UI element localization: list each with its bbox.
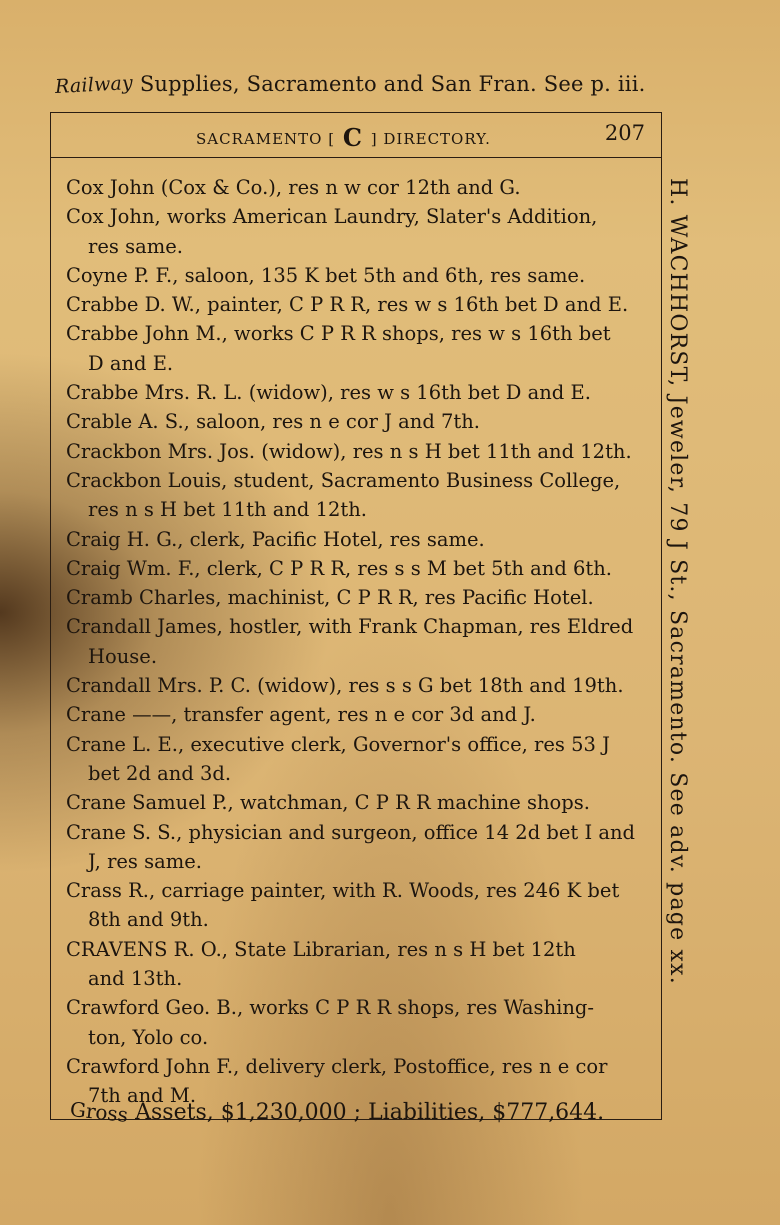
header-directory: ] DIRECTORY. [370, 130, 491, 148]
directory-entry [66, 525, 651, 554]
directory-entry [66, 935, 651, 994]
directory-entry [66, 612, 651, 671]
entry-continuation: ton, Yolo co. [88, 1025, 209, 1049]
side-advertisement [665, 178, 705, 1058]
bottom-ad-lead: Gross [68, 1097, 130, 1127]
directory-entry [66, 466, 651, 525]
entry-line: Crane Samuel P., watchman, C P R R machine shops. [66, 791, 590, 815]
entry-line: Coyne P. F., saloon, 135 K bet 5th and 6th, res same. [66, 263, 586, 287]
directory-entry [66, 173, 651, 202]
directory-entries [66, 173, 651, 1111]
directory-entry [66, 583, 651, 612]
entry-line: Craig H. G., clerk, Pacific Hotel, res same. [66, 527, 485, 551]
bottom-ad-text: Assets, $1,230,000 ; Liabilities, $777,644. [135, 1100, 605, 1125]
running-header [51, 113, 661, 158]
entry-line: Crable A. S., saloon, res n e cor J and 7th. [66, 410, 480, 434]
top-ad-text: Supplies, Sacramento and San Fran. See p. iii. [139, 72, 646, 96]
entry-line: CRAVENS R. O., State Librarian, res n s H bet 12th [66, 937, 576, 961]
directory-entry [66, 554, 651, 583]
directory-entry [66, 202, 651, 261]
entry-continuation: res n s H bet 11th and 12th. [88, 498, 367, 522]
directory-entry [66, 818, 651, 877]
entry-line: Cramb Charles, machinist, C P R R, res Pacific Hotel. [66, 586, 594, 610]
bottom-advertisement [68, 1097, 630, 1127]
entry-line: Crane ——, transfer agent, res n e cor 3d and J. [66, 703, 536, 727]
entry-line: Crabbe Mrs. R. L. (widow), res w s 16th bet D and E. [66, 381, 591, 405]
entry-line: Crane L. E., executive clerk, Governor's office, res 53 J [66, 732, 610, 756]
directory-entry [66, 993, 651, 1052]
side-ad-text: H. WACHHORST, Jeweler, 79 J St., Sacramento. See adv. page xx. [665, 178, 690, 985]
entry-line: Crandall James, hostler, with Frank Chapman, res Eldred [66, 615, 634, 639]
directory-entry [66, 730, 651, 789]
header-letter: C [342, 123, 363, 152]
directory-entry [66, 261, 651, 290]
entry-continuation: House. [88, 644, 158, 668]
entry-line: Craig Wm. F., clerk, C P R R, res s s M bet 5th and 6th. [66, 556, 612, 580]
top-advertisement [54, 71, 675, 99]
entry-line: Crabbe John M., works C P R R shops, res w s 16th bet [66, 322, 611, 346]
entry-line: Crandall Mrs. P. C. (widow), res s s G bet 18th and 19th. [66, 674, 624, 698]
entry-line: Cox John (Cox & Co.), res n w cor 12th and G. [66, 176, 521, 199]
directory-entry [66, 378, 651, 407]
entry-line: Crawford Geo. B., works C P R R shops, res Washing- [66, 996, 594, 1020]
directory-entry [66, 700, 651, 729]
entry-line: Cox John, works American Laundry, Slater's Addition, [66, 205, 598, 229]
entry-line: Crass R., carriage painter, with R. Woods, res 246 K bet [66, 879, 620, 903]
entry-continuation: D and E. [88, 351, 174, 375]
entry-line: Crawford John F., delivery clerk, Postoffice, res n e cor [66, 1054, 608, 1078]
entry-continuation: J, res same. [88, 849, 203, 873]
top-ad-lead: Railway [54, 71, 134, 99]
directory-entry [66, 876, 651, 935]
entry-continuation: res same. [88, 234, 183, 258]
directory-entry [66, 788, 651, 817]
directory-entry [66, 437, 651, 466]
directory-entry [66, 319, 651, 378]
header-title [196, 123, 491, 152]
entry-continuation: 8th and 9th. [88, 908, 209, 932]
entry-continuation: and 13th. [88, 967, 183, 991]
entry-line: Crackbon Louis, student, Sacramento Business College, [66, 468, 621, 492]
directory-entry [66, 290, 651, 319]
entry-continuation: bet 2d and 3d. [88, 761, 232, 785]
header-city: SACRAMENTO [ [196, 130, 336, 148]
entry-continuation: 7th and M. [88, 1084, 197, 1108]
entry-line: Crackbon Mrs. Jos. (widow), res n s H bet 11th and 12th. [66, 439, 632, 463]
directory-entry [66, 671, 651, 700]
entry-line: Crane S. S., physician and surgeon, office 14 2d bet I and [66, 820, 636, 844]
entry-line: Crabbe D. W., painter, C P R R, res w s 16th bet D and E. [66, 293, 629, 317]
directory-entry [66, 407, 651, 436]
page-frame [50, 112, 662, 1120]
page-number: 207 [604, 121, 645, 145]
